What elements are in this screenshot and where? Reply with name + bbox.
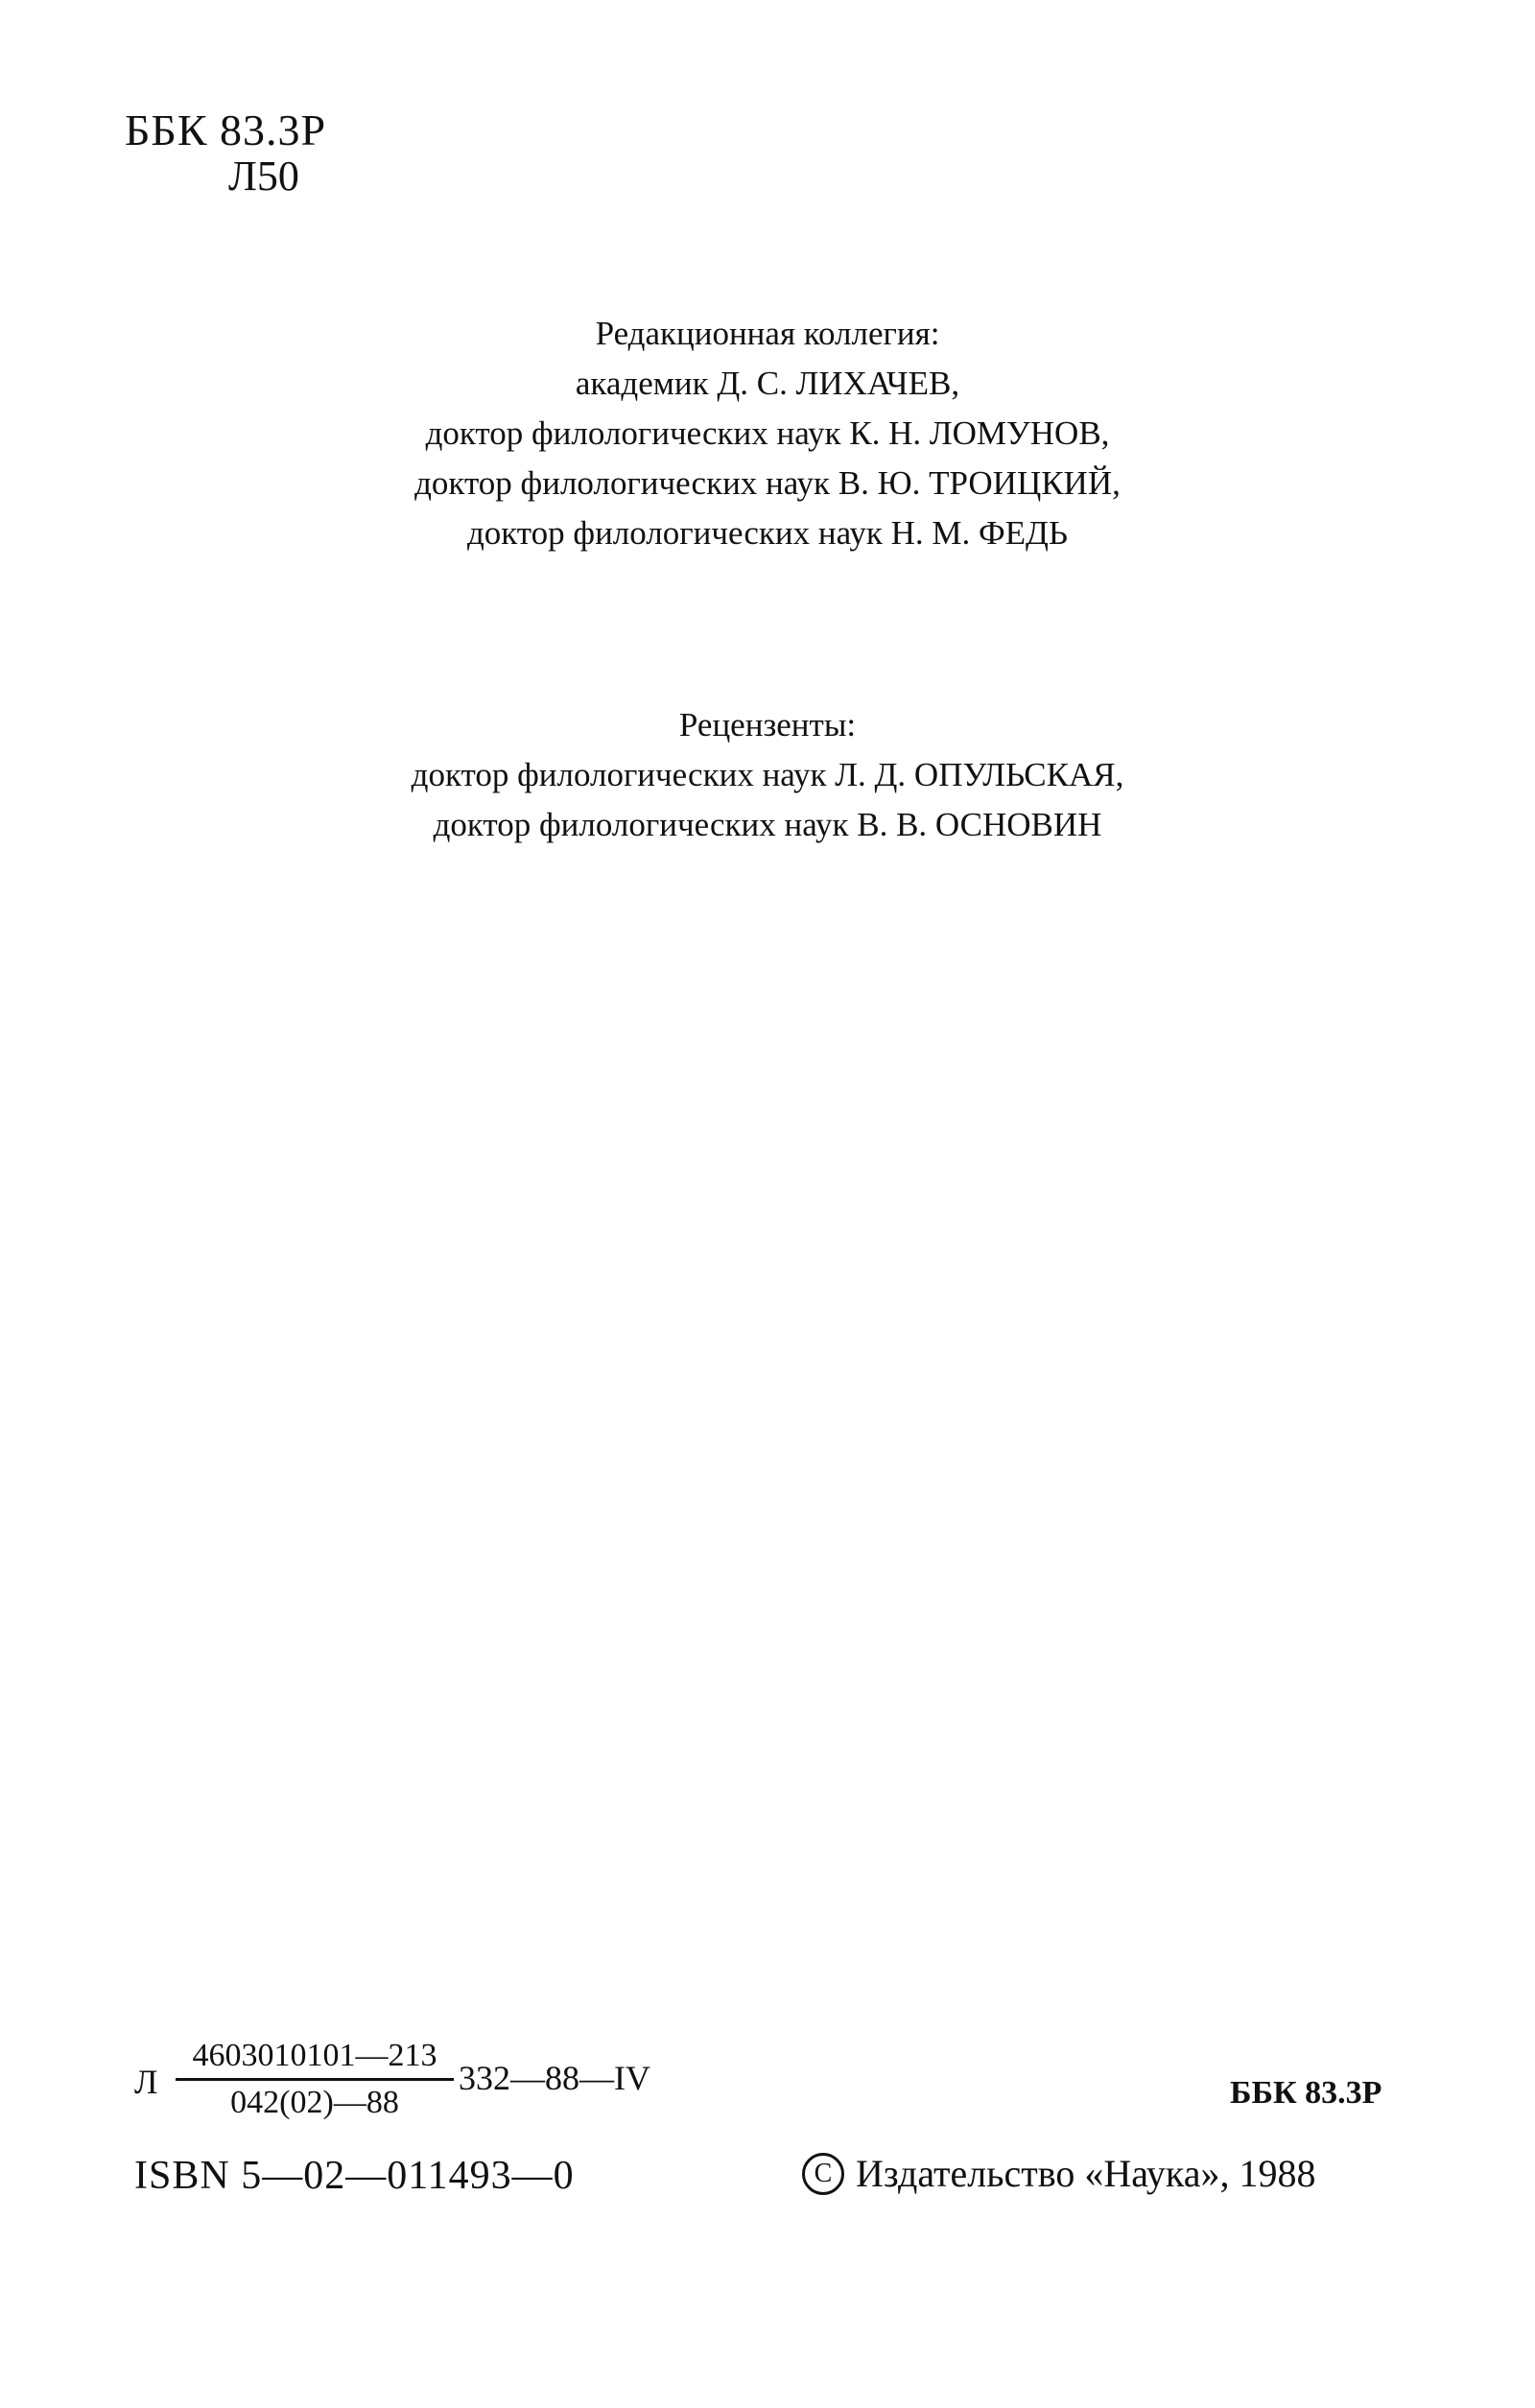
- reviewers: [0, 700, 1535, 850]
- imprint-fraction: [176, 2038, 454, 2121]
- imprint-numerator: 4603010101—213: [176, 2038, 454, 2081]
- reviewer: доктор филологических наук В. В. ОСНОВИН: [433, 806, 1102, 843]
- isbn: ISBN 5—02—011493—0: [134, 2154, 575, 2198]
- editorial-board-member: доктор филологических наук К. Н. ЛОМУНОВ,: [425, 414, 1110, 452]
- editorial-board-heading: Редакционная коллегия:: [595, 315, 940, 352]
- editorial-board-member: доктор филологических наук В. Ю. ТРОИЦКИЙ,: [414, 464, 1121, 502]
- copyright-text: Издательство «Наука», 1988: [856, 2152, 1316, 2195]
- copyright-line: [802, 2151, 1316, 2199]
- imprint-suffix: 332—88—IV: [459, 2059, 650, 2097]
- bbk-bottom: ББК 83.3Р: [1230, 2075, 1382, 2111]
- reviewers-heading: Рецензенты:: [678, 706, 857, 744]
- editorial-board-member: академик Д. С. ЛИХАЧЕВ,: [575, 365, 960, 402]
- editorial-board-member: доктор филологических наук Н. М. ФЕДЬ: [466, 514, 1069, 552]
- bbk-classification: ББК 83.3Р: [125, 106, 327, 154]
- reviewer: доктор филологических наук Л. Д. ОПУЛЬСКАЯ,: [411, 756, 1124, 793]
- copyright-icon: C: [802, 2153, 844, 2195]
- imprint-denominator: 042(02)—88: [230, 2085, 399, 2120]
- author-code: Л50: [228, 153, 299, 200]
- editorial-board: [0, 309, 1535, 558]
- imprint-letter: Л: [134, 2063, 158, 2101]
